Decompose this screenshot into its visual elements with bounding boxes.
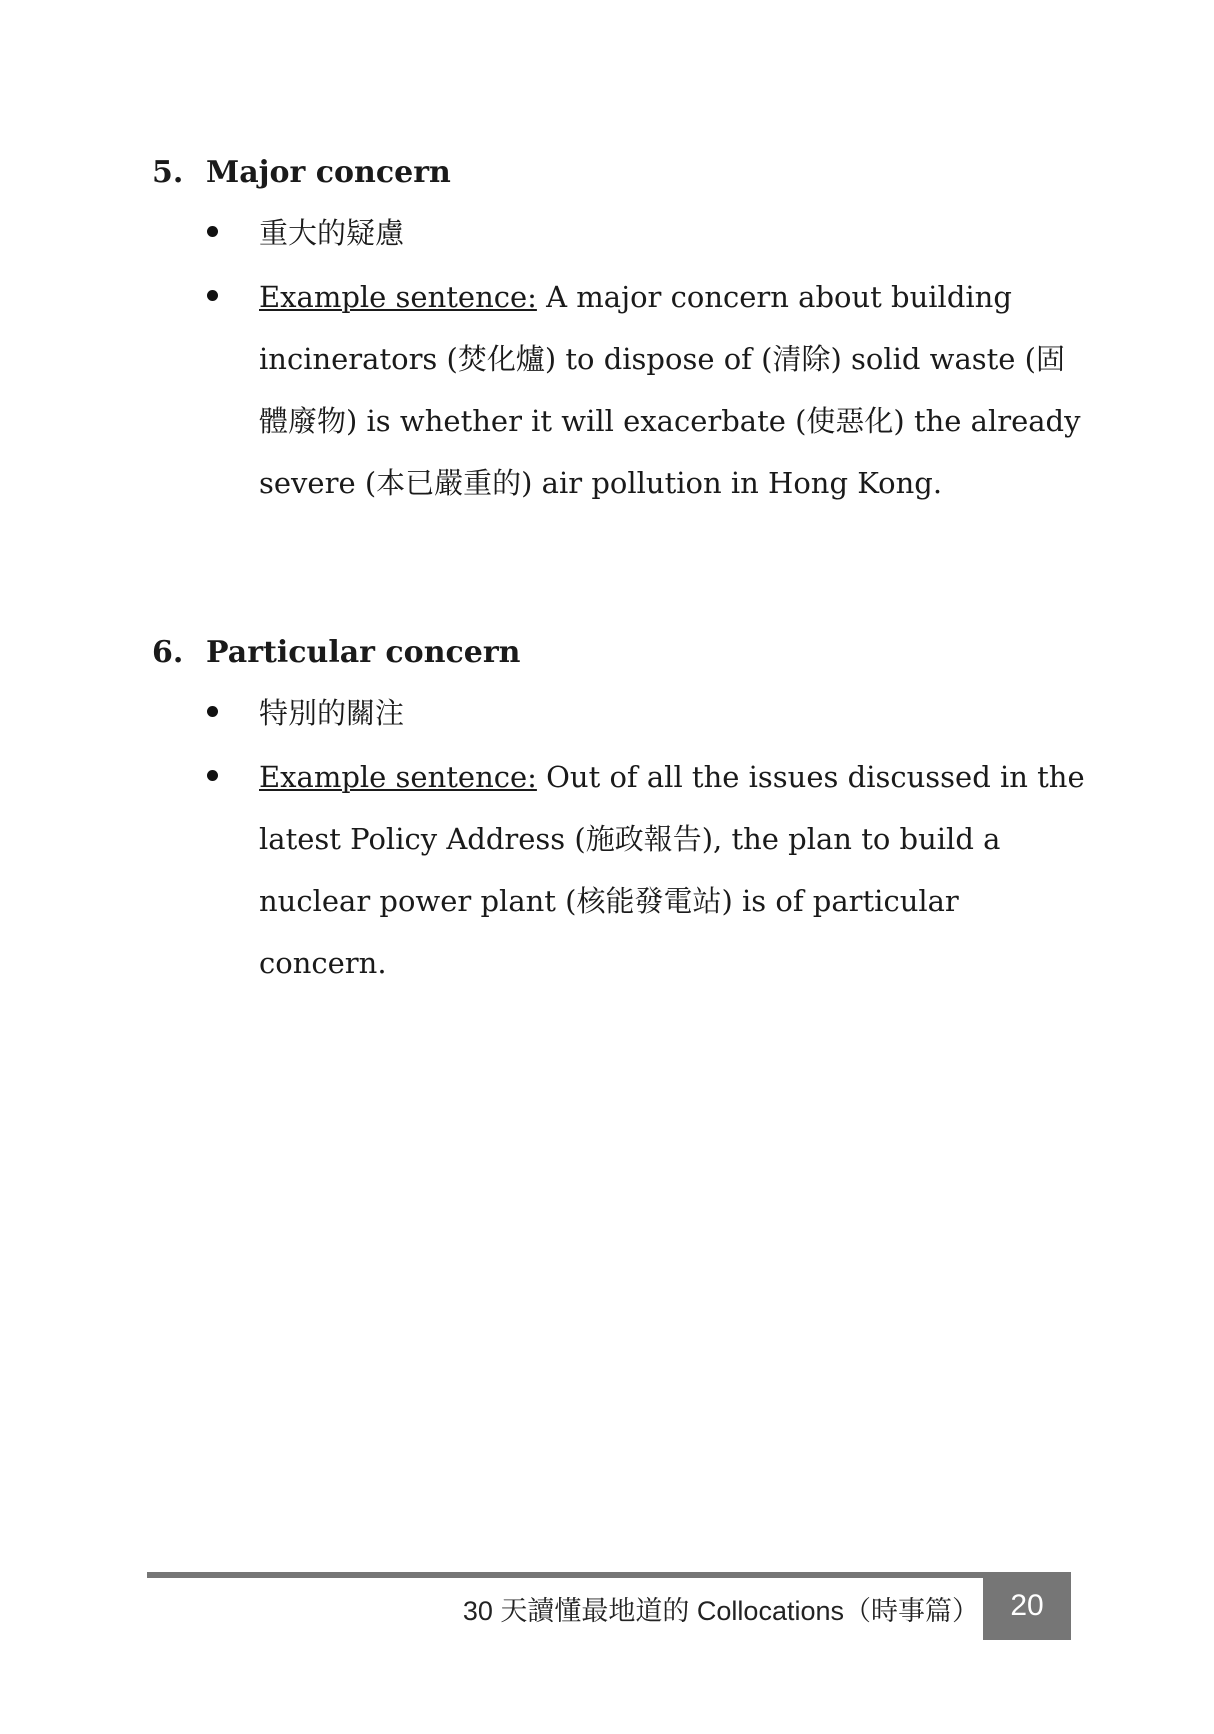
page-number-box [983,1572,1071,1640]
chinese-meaning: 特別的關注 [259,696,405,730]
entry-bullet-list [152,682,1092,994]
example-sentence-item [152,266,1092,514]
entry-heading [152,630,1092,676]
chinese-meaning: 重大的疑慮 [259,216,405,250]
chinese-meaning-item [152,682,1092,744]
entry-title: Major concern [206,155,451,190]
bullet-icon [207,290,218,301]
bullet-icon [207,770,218,781]
chinese-meaning-item [152,202,1092,264]
bullet-icon [207,706,218,717]
entry-bullet-list [152,202,1092,514]
example-text: A major concern about building incinerators (焚化爐) to dispose of (清除) solid waste (固體廢物) is whether it will exacerbate (使惡化) the already severe (本已嚴重的) air pollution in Hong Kong. [259,280,1081,500]
entry-number: 6. [152,635,184,670]
example-label: Example sentence: [259,760,537,794]
entry-title: Particular concern [206,635,521,670]
collocation-entry-6 [152,630,1092,994]
example-label: Example sentence: [259,280,537,314]
bullet-icon [207,226,218,237]
entry-number: 5. [152,155,184,190]
entry-heading [152,150,1092,196]
example-sentence-item [152,746,1092,994]
footer-book-title: 30 天讀懂最地道的 Collocations（時事篇） [462,1596,979,1626]
example-text: Out of all the issues discussed in the latest Policy Address (施政報告), the plan to build a nuclear power plant (核能發電站) is of particular concern. [259,760,1085,980]
page-number: 20 [1010,1589,1044,1622]
collocation-entry-5 [152,150,1092,514]
